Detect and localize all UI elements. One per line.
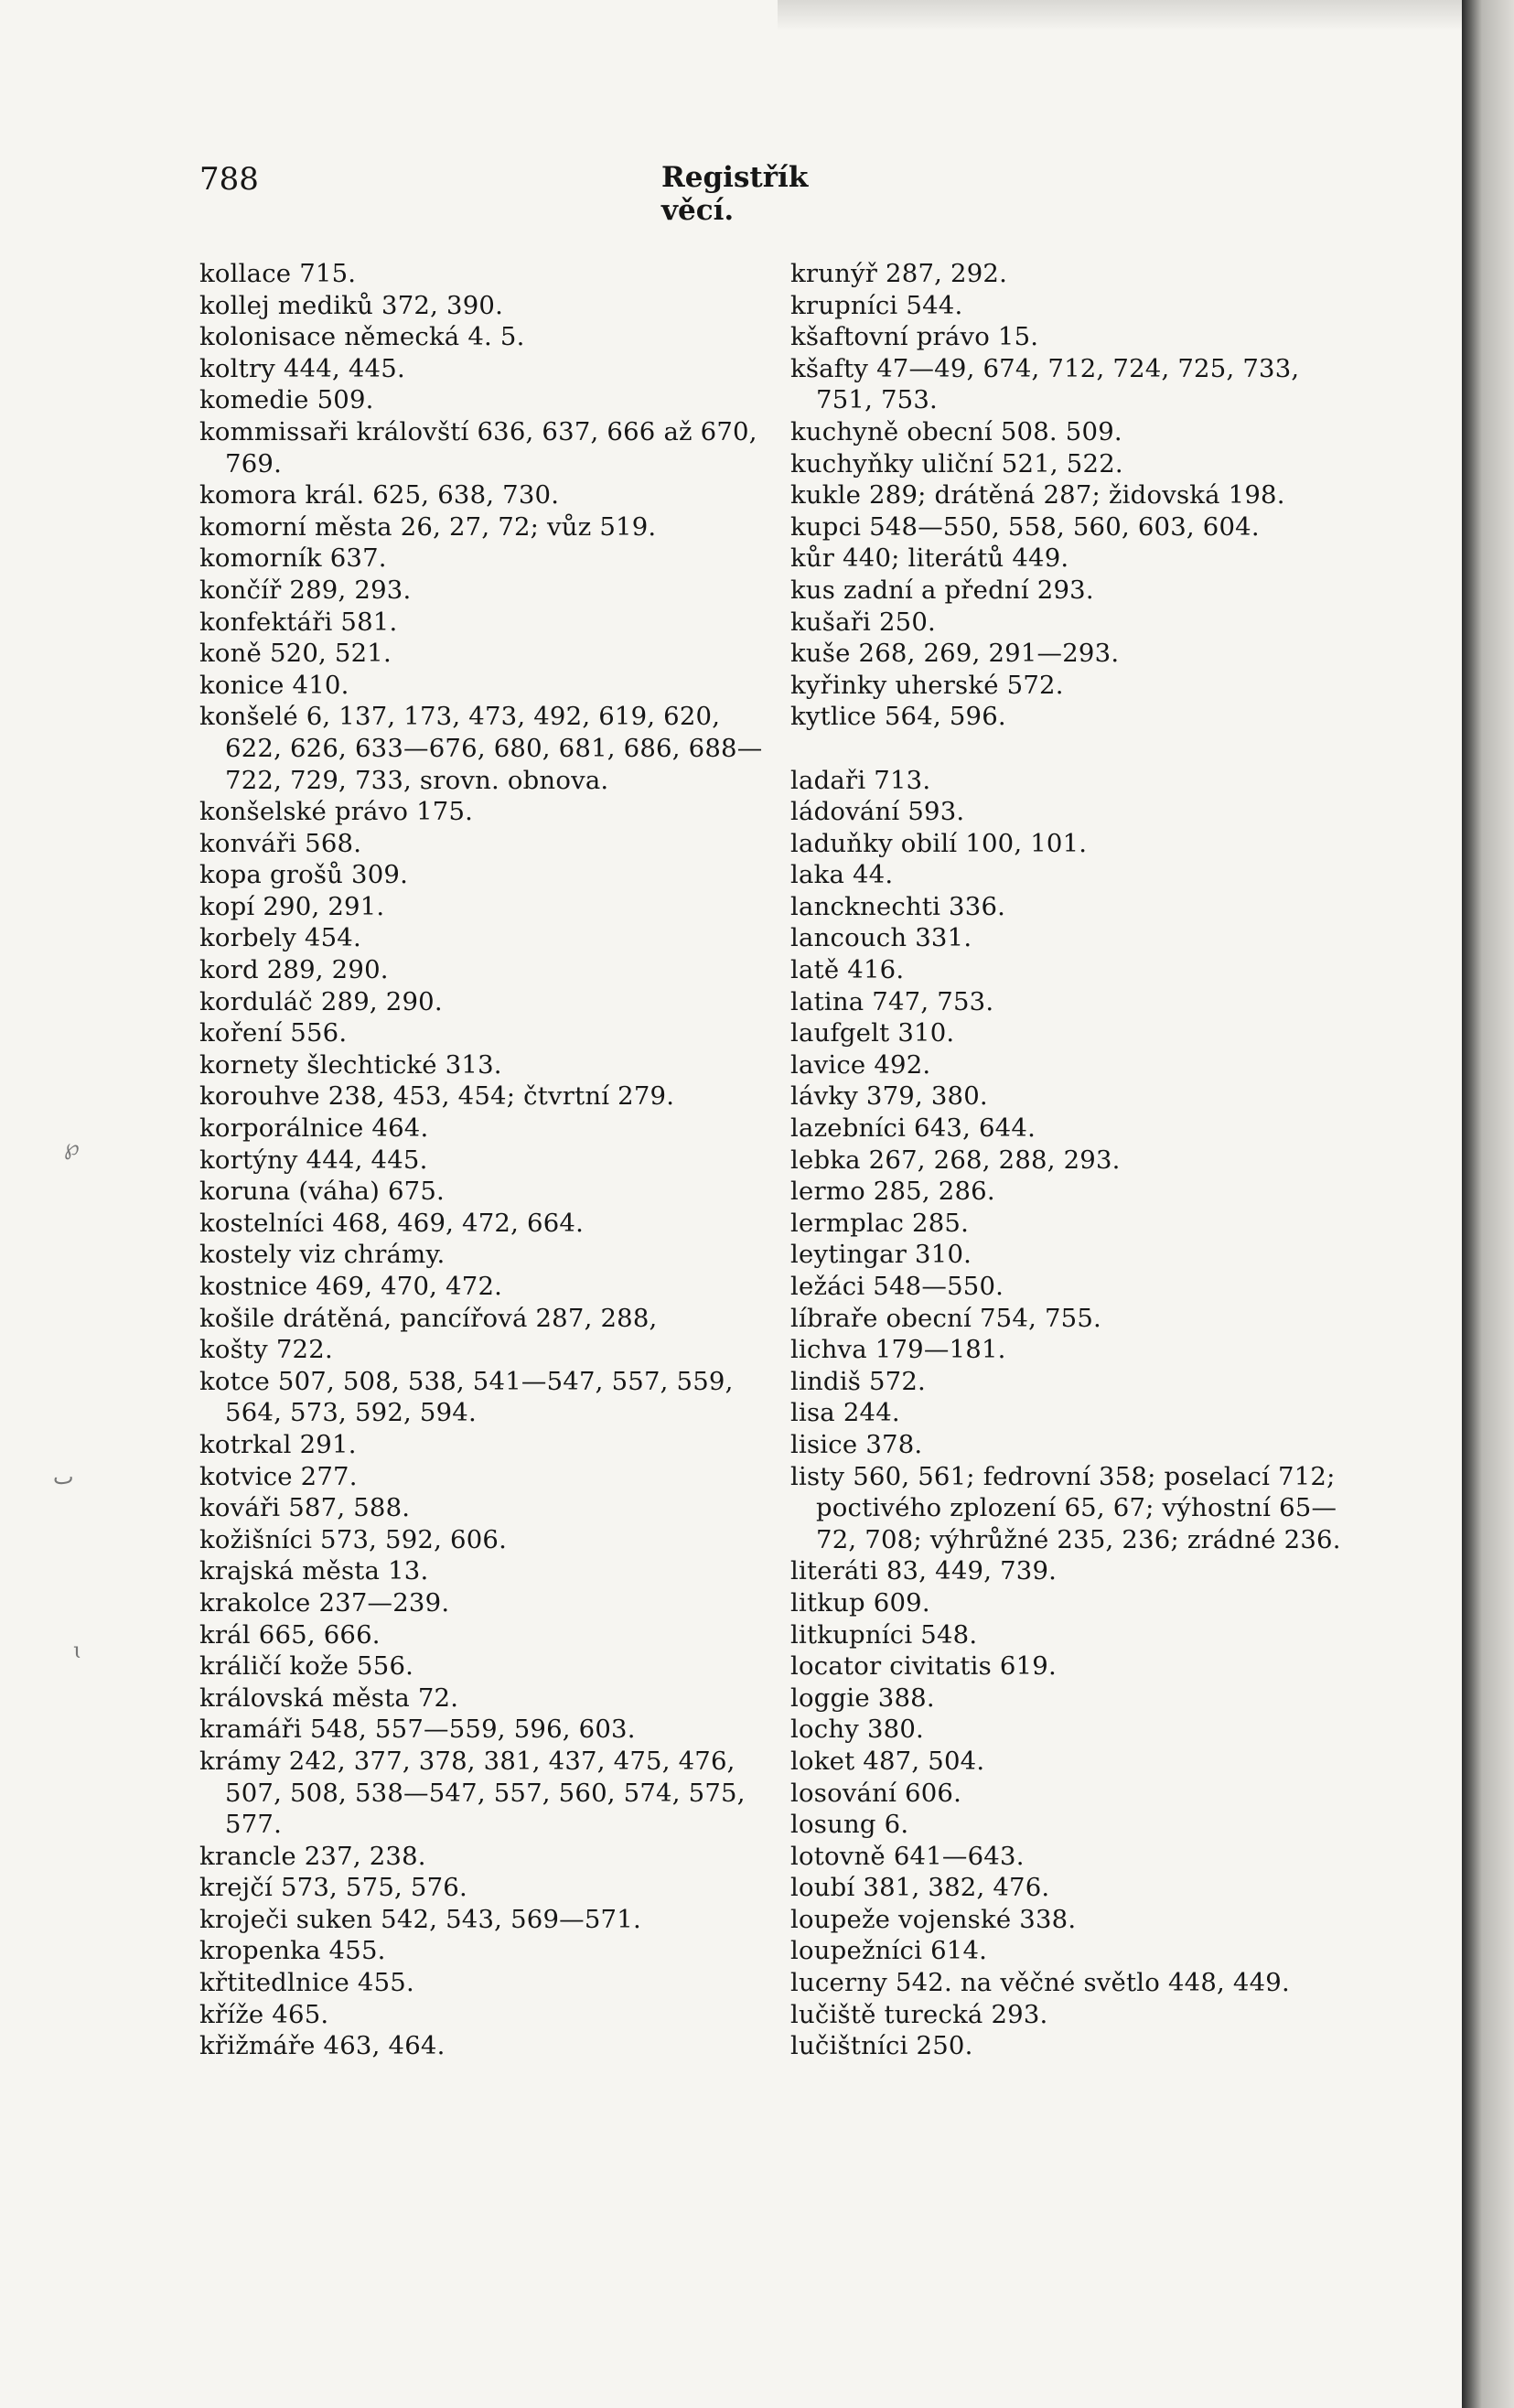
- page-top-shadow: [778, 0, 1462, 31]
- index-entry: končíř 289, 293.: [199, 575, 412, 605]
- index-entry: kopí 290, 291.: [199, 891, 385, 921]
- index-entry: komorník 637.: [199, 543, 387, 574]
- index-entry: kšafty 47—49, 674, 712, 724, 725, 733, 751, 753.: [790, 353, 1300, 415]
- index-entry: kramáři 548, 557—559, 596, 603.: [199, 1715, 636, 1745]
- index-entry: lochy 380.: [790, 1715, 924, 1745]
- index-entry: košile drátěná, pancířová 287, 288,: [199, 1303, 658, 1333]
- index-entry: lazebníci 643, 644.: [790, 1113, 1036, 1144]
- index-entry: líbraře obecní 754, 755.: [790, 1303, 1101, 1333]
- index-entry: konfektáři 581.: [199, 607, 398, 637]
- index-entry: loket 487, 504.: [790, 1746, 985, 1776]
- index-entry: křtitedlnice 455.: [199, 1968, 414, 1998]
- index-entry: kropenka 455.: [199, 1936, 386, 1966]
- index-entry: lermplac 285.: [790, 1208, 970, 1238]
- index-entry: kus zadní a přední 293.: [790, 575, 1094, 605]
- index-entry: konšelské právo 175.: [199, 797, 474, 827]
- index-entry: kušaři 250.: [790, 607, 936, 637]
- index-entry: kožišníci 573, 592, 606.: [199, 1524, 508, 1554]
- index-entry: konváři 568.: [199, 828, 362, 858]
- index-entry: kolonisace německá 4. 5.: [199, 322, 525, 352]
- index-entry: losung 6.: [790, 1810, 909, 1840]
- index-entry: komorní města 26, 27, 72; vůz 519.: [199, 511, 657, 542]
- index-entry: křižmáře 463, 464.: [199, 2031, 446, 2061]
- index-entry: králičí kože 556.: [199, 1651, 414, 1682]
- index-entry: lancknechti 336.: [790, 891, 1006, 921]
- index-entry: kukle 289; drátěná 287; židovská 198.: [790, 480, 1285, 511]
- index-entry: kříže 465.: [199, 1999, 329, 2029]
- index-entry: lichva 179—181.: [790, 1335, 1006, 1365]
- index-entry: kytlice 564, 596.: [790, 702, 1006, 732]
- index-entry: laufgelt 310.: [790, 1018, 955, 1048]
- index-entry: korbely 454.: [199, 923, 361, 953]
- page-binding-edge: [1462, 0, 1514, 2408]
- index-entry: korouhve 238, 453, 454; čtvrtní 279.: [199, 1081, 675, 1112]
- index-entry: korduláč 289, 290.: [199, 986, 443, 1016]
- index-entry: koření 556.: [199, 1018, 348, 1048]
- index-entry: kuchyně obecní 508. 509.: [790, 416, 1122, 446]
- index-entry: lisa 244.: [790, 1398, 900, 1428]
- index-entry: košty 722.: [199, 1335, 333, 1365]
- index-entry: krancle 237, 238.: [199, 1841, 426, 1871]
- index-entry: kornety šlechtické 313.: [199, 1049, 502, 1080]
- running-title: Registřík věcí.: [661, 161, 809, 227]
- index-entry: loupežníci 614.: [790, 1936, 988, 1966]
- index-entry: lebka 267, 268, 288, 293.: [790, 1145, 1121, 1175]
- index-entry: ládování 593.: [790, 797, 965, 827]
- index-entry: lindiš 572.: [790, 1366, 926, 1396]
- index-entry: ladaři 713.: [790, 765, 931, 795]
- index-entry: kortýny 444, 445.: [199, 1145, 428, 1175]
- index-entry: kůr 440; literátů 449.: [790, 543, 1069, 574]
- index-entry: lučištníci 250.: [790, 2031, 973, 2061]
- index-entry: krámy 242, 377, 378, 381, 437, 475, 476, 507, 508, 538—547, 557, 560, 574, 575, 577.: [199, 1746, 746, 1840]
- index-entry: kroječi suken 542, 543, 569—571.: [199, 1904, 641, 1934]
- index-entry: konšelé 6, 137, 173, 473, 492, 619, 620, 622, 626, 633—676, 680, 681, 686, 688—722, 729, 733, srovn. obnova.: [199, 702, 763, 795]
- index-entry: kotce 507, 508, 538, 541—547, 557, 559, 564, 573, 592, 594.: [199, 1366, 734, 1428]
- index-entry: locator civitatis 619.: [790, 1651, 1057, 1682]
- index-entry: kollace 715.: [199, 259, 357, 288]
- index-entry: lermo 285, 286.: [790, 1177, 995, 1207]
- index-entry: kollej mediků 372, 390.: [199, 290, 504, 320]
- index-entry: litkup 609.: [790, 1587, 930, 1618]
- index-entry: litkupníci 548.: [790, 1619, 978, 1650]
- index-entry: ležáci 548—550.: [790, 1272, 1004, 1301]
- margin-mark: ٮ: [53, 1464, 74, 1489]
- index-entry: krejčí 573, 575, 576.: [199, 1873, 467, 1903]
- index-entry: lavice 492.: [790, 1049, 931, 1080]
- index-entry: laka 44.: [790, 860, 894, 890]
- index-entry: komedie 509.: [199, 385, 374, 415]
- index-entry: loubí 381, 382, 476.: [790, 1873, 1050, 1903]
- index-entry: koně 520, 521.: [199, 639, 392, 669]
- index-column-left: [199, 258, 767, 2062]
- index-entry: kotvice 277.: [199, 1461, 358, 1491]
- index-entry: lotovně 641—643.: [790, 1841, 1025, 1871]
- index-entry: kostely viz chrámy.: [199, 1240, 446, 1270]
- margin-mark: ɩ: [73, 1638, 82, 1663]
- page-number: 788: [199, 161, 259, 198]
- index-entry: lancouch 331.: [790, 923, 972, 953]
- index-entry: kotrkal 291.: [199, 1429, 357, 1459]
- index-entry: kuše 268, 269, 291—293.: [790, 639, 1120, 669]
- index-entry: loupeže vojenské 338.: [790, 1904, 1077, 1934]
- index-entry: kopa grošů 309.: [199, 860, 409, 890]
- index-entry: latina 747, 753.: [790, 986, 994, 1016]
- index-entry: kord 289, 290.: [199, 955, 389, 985]
- index-entry: král 665, 666.: [199, 1619, 381, 1650]
- index-entry: kupci 548—550, 558, 560, 603, 604.: [790, 511, 1260, 542]
- index-entry: lucerny 542. na věčné světlo 448, 449.: [790, 1968, 1290, 1998]
- index-entry: lávky 379, 380.: [790, 1081, 988, 1112]
- index-entry: kyřinky uherské 572.: [790, 670, 1064, 700]
- index-entry: lisice 378.: [790, 1429, 923, 1459]
- index-entry: kostnice 469, 470, 472.: [199, 1272, 503, 1301]
- index-entry: konice 410.: [199, 670, 349, 700]
- index-column-right: [790, 258, 1358, 2062]
- index-entry: krunýř 287, 292.: [790, 259, 1008, 288]
- index-entry: kováři 587, 588.: [199, 1493, 411, 1523]
- index-entry: koruna (váha) 675.: [199, 1177, 445, 1207]
- index-entry: kostelníci 468, 469, 472, 664.: [199, 1208, 585, 1238]
- index-entry: lučiště turecká 293.: [790, 1999, 1048, 2029]
- index-entry: krajská města 13.: [199, 1556, 429, 1586]
- index-entry: koltry 444, 445.: [199, 353, 405, 383]
- index-entry: laduňky obilí 100, 101.: [790, 828, 1088, 858]
- index-entry: kuchyňky uliční 521, 522.: [790, 448, 1123, 478]
- index-entry: královská města 72.: [199, 1682, 459, 1713]
- index-entry: losování 606.: [790, 1778, 962, 1808]
- index-entry: loggie 388.: [790, 1682, 935, 1713]
- page-header: [199, 154, 887, 227]
- index-entry: krupníci 544.: [790, 290, 963, 320]
- index-entry: kommissaři královští 636, 637, 666 až 670, 769.: [199, 416, 757, 478]
- index-entry: korporálnice 464.: [199, 1113, 429, 1144]
- index-entry: latě 416.: [790, 955, 905, 985]
- index-entry: literáti 83, 449, 739.: [790, 1556, 1058, 1586]
- index-entry: kšaftovní právo 15.: [790, 322, 1039, 352]
- index-entry: listy 560, 561; fedrovní 358; poselací 712; poctivého zplození 65, 67; výhostní 65—72, 708; výhrůžné 235, 236; zrádné 236.: [790, 1461, 1341, 1554]
- margin-mark: ℘: [64, 1134, 80, 1160]
- index-entry: leytingar 310.: [790, 1240, 972, 1270]
- index-entry: komora král. 625, 638, 730.: [199, 480, 560, 511]
- index-entry: krakolce 237—239.: [199, 1587, 450, 1618]
